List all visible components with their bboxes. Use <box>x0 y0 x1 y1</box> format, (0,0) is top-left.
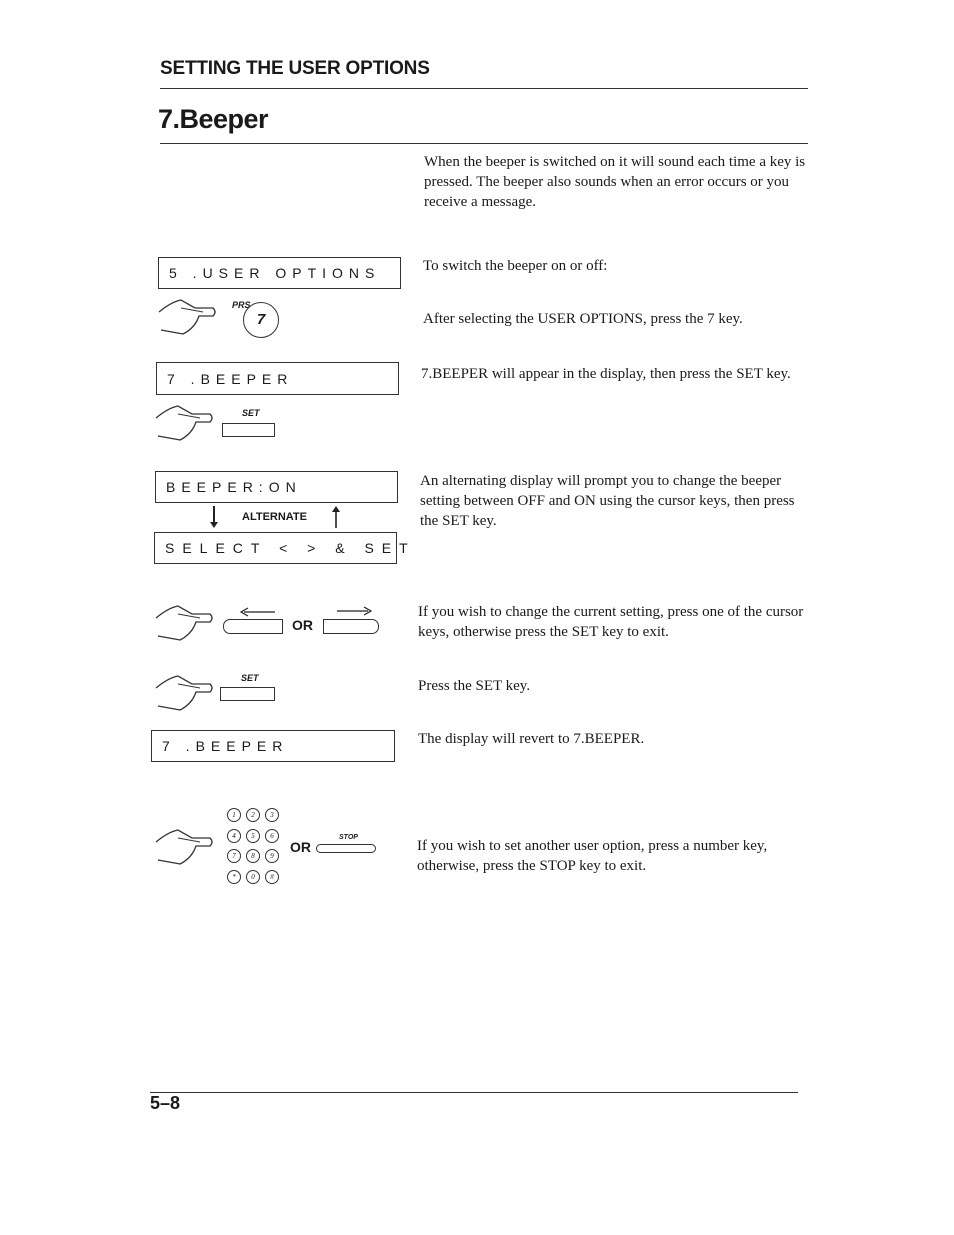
lcd-select: SELECT < > & SET <box>154 532 397 564</box>
step6-text: Press the SET key. <box>418 678 531 694</box>
lcd-beeper-on: BEEPER:ON <box>155 471 398 503</box>
footer-rule <box>150 1092 798 1093</box>
set-key-button[interactable] <box>222 423 275 437</box>
key-0[interactable]: 0 <box>246 870 260 884</box>
key-7-button[interactable] <box>243 302 279 338</box>
key-3[interactable]: 3 <box>265 808 279 822</box>
or-label: OR <box>290 839 311 855</box>
lcd-user-options: 5 .USER OPTIONS <box>158 257 401 289</box>
pointing-hand-icon <box>152 672 218 718</box>
alternate-label: ALTERNATE <box>242 511 307 523</box>
cursor-left-key[interactable] <box>223 619 283 634</box>
key-6[interactable]: 6 <box>265 829 279 843</box>
lcd-beeper: 7 .BEEPER <box>156 362 399 395</box>
header-rule <box>160 88 808 89</box>
key-7[interactable]: 7 <box>227 849 241 863</box>
cursor-right-key[interactable] <box>323 619 379 634</box>
step5-text: If you wish to change the current setting, press one of the cursor keys, otherwise press the SET key to exit. <box>418 604 804 640</box>
key-2[interactable]: 2 <box>246 808 260 822</box>
pointing-hand-icon <box>155 296 221 342</box>
chapter-title: 7.Beeper <box>158 104 269 134</box>
arrow-left-icon <box>240 607 276 617</box>
arrow-down-icon <box>209 505 219 529</box>
step1-text: To switch the beeper on or off: <box>423 258 608 274</box>
step3-text: 7.BEEPER will appear in the display, then press the SET key. <box>421 366 791 382</box>
pointing-hand-icon <box>152 602 218 648</box>
lcd-beeper-revert: 7 .BEEPER <box>151 730 395 762</box>
stop-key-label: STOP <box>339 834 358 841</box>
key-7-number: 7 <box>256 311 266 328</box>
key-4[interactable]: 4 <box>227 829 241 843</box>
intro-paragraph: When the beeper is switched on it will sound each time a key is pressed. The beeper also sounds when an error occurs or you receive a message. <box>424 154 806 210</box>
pointing-hand-icon <box>152 402 218 448</box>
step2-text: After selecting the USER OPTIONS, press the 7 key. <box>423 311 743 327</box>
or-label: OR <box>292 617 313 633</box>
arrow-up-icon <box>331 505 341 529</box>
step4-text: An alternating display will prompt you to change the beeper setting between OFF and ON using the cursor keys, then press the SET key. <box>420 473 795 529</box>
arrow-right-icon <box>336 606 372 616</box>
set-key-label: SET <box>242 408 260 418</box>
page-number: 5–8 <box>150 1093 181 1113</box>
key-5[interactable]: 5 <box>246 829 260 843</box>
chapter-rule <box>160 143 808 144</box>
section-header: SETTING THE USER OPTIONS <box>160 58 430 79</box>
key-hash[interactable]: # <box>265 870 279 884</box>
step8-text: If you wish to set another user option, press a number key, otherwise, press the STOP key to exit. <box>417 838 768 874</box>
step7-text: The display will revert to 7.BEEPER. <box>418 731 645 747</box>
key-9[interactable]: 9 <box>265 849 279 863</box>
set-key-button[interactable] <box>220 687 275 701</box>
stop-key-button[interactable] <box>316 844 376 853</box>
key-1[interactable]: 1 <box>227 808 241 822</box>
pointing-hand-icon <box>152 826 218 872</box>
key-8[interactable]: 8 <box>246 849 260 863</box>
key-star[interactable]: * <box>227 870 241 884</box>
prs-key-label: PRS <box>232 300 251 310</box>
set-key-label: SET <box>241 673 259 683</box>
